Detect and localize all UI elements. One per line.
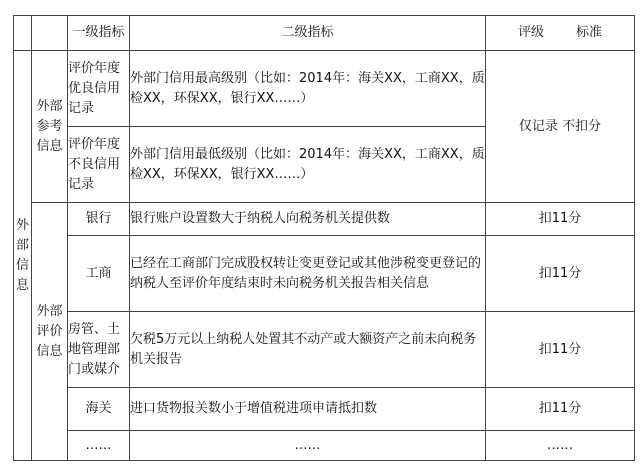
level2-cell: …… [130,431,486,461]
table-row [14,51,635,127]
level1-cell: …… [68,431,130,461]
level1-cell: 评价年度优良信用记录 [68,51,130,127]
table-row [14,236,635,312]
header-blank-cell [32,16,68,51]
header-rating-label: 评级 [517,25,544,40]
standard-cell: …… [486,431,635,461]
header-standard [486,16,635,51]
level2-cell: 已经在工商部门完成股权转让变更登记或其他涉税变更登记的纳税人至评价年度结束时未向税务机关报告相关信息 [130,236,486,312]
header-level2: 二级指标 [130,16,486,51]
level2-cell: 外部门信用最高级别（比如：2014年：海关XX，工商XX，质检XX，环保XX，银行XX……） [130,51,486,127]
level2-cell: 进口货物报关数小于增值税进项申请抵扣数 [130,388,486,431]
table-row [14,431,635,461]
standard-cell: 仅记录 不扣分 [486,51,635,203]
level1-cell: 评价年度不良信用记录 [68,127,130,203]
level2-cell: 银行账户设置数大于纳税人向税务机关提供数 [130,203,486,236]
level1-cell: 工商 [68,236,130,312]
header-standard-label: 标准 [576,25,603,40]
standard-cell: 扣11分 [486,203,635,236]
level2-cell: 外部门信用最低级别（比如：2014年：海关XX，工商XX，质检XX，环保XX，银行XX……） [130,127,486,203]
level2-cell: 欠税5万元以上纳税人处置其不动产或大额资产之前未向税务机关报告 [130,312,486,388]
level1-cell: 房管、土地管理部门或媒介 [68,312,130,388]
standard-cell: 扣11分 [486,236,635,312]
standard-cell: 扣11分 [486,312,635,388]
group-label-reference: 外部参考信息 [32,51,68,203]
table-row [14,312,635,388]
standard-cell: 扣11分 [486,388,635,431]
outer-group-label: 外部信息 [14,51,32,461]
header-level1: 一级指标 [68,16,130,51]
indicator-table [13,15,635,461]
group-label-evaluation: 外部评价信息 [32,203,68,461]
level1-cell: 海关 [68,388,130,431]
table-header-row [14,16,635,51]
table-row [14,203,635,236]
level1-cell: 银行 [68,203,130,236]
header-blank-cell [14,16,32,51]
table-row [14,388,635,431]
